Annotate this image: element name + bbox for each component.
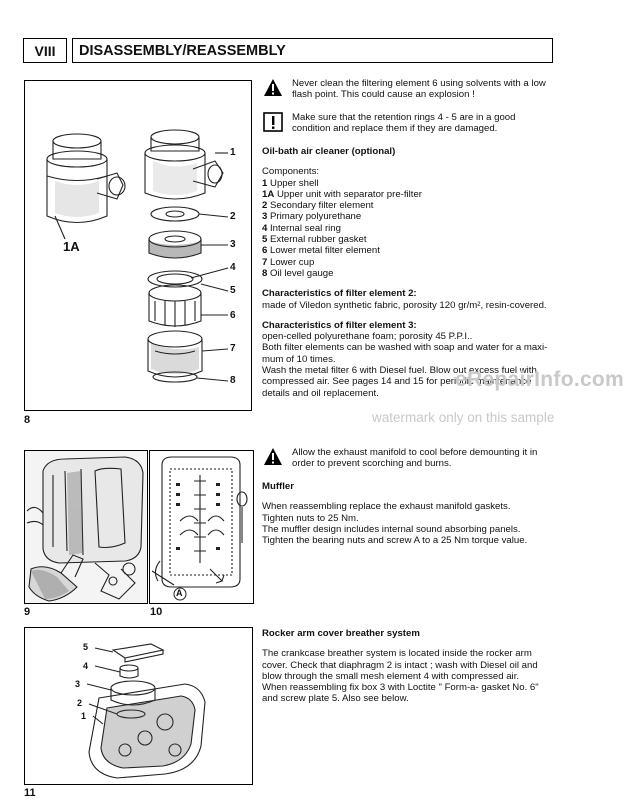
filter-3-line: open-celled polyurethane foam; porosity 45 P.P.I.. [262,331,473,343]
figure-8-air-cleaner [24,80,252,411]
figure-10-number: 10 [150,606,163,618]
figure-9-muffler-photo [24,450,148,604]
air-cleaner-section [262,146,558,399]
muffler-title: Muffler [262,481,294,492]
list-item: 5 External rubber gasket [262,234,367,246]
muffler-section [262,481,558,546]
list-item: 4 Internal seal ring [262,222,341,234]
filter-3-line: Both filter elements can be washed with soap and water for a maxi- [262,342,548,354]
part-label-5: 5 [83,642,89,652]
filter-3-line: details and oil replacement. [262,387,379,399]
muffler-line: Tighten nuts to 25 Nm. [262,512,359,524]
part-label-4: 4 [230,262,236,273]
breather-line: and screw plate 5. Also see below. [262,693,409,705]
list-item: 1 Upper shell [262,177,319,189]
warning-exhaust-manifold-text: Allow the exhaust manifold to cool before demounting it in order to prevent scorching and burns. [292,447,538,470]
filter-3-line: Wash the metal filter 6 with Diesel fuel. Blow out excess fuel with [262,365,537,377]
callout-a: A [176,588,183,598]
part-label-6: 6 [230,310,236,321]
air-cleaner-exploded-drawing [25,81,251,410]
breather-line: When reassembling fix box 3 with Loctite " Form-a- gasket No. 6" [262,682,539,694]
breather-system-drawing [25,628,252,784]
part-label-1: 1 [230,147,236,158]
muffler-line: When reassembling replace the exhaust manifold gaskets. [262,501,511,513]
warning-triangle-icon [263,447,283,470]
muffler-section-illustration [150,451,253,603]
figure-10-muffler-section [149,450,254,604]
part-label-4: 4 [83,661,89,671]
part-label-5: 5 [230,285,236,296]
warning-triangle-icon [263,78,283,101]
components-list [262,178,558,280]
figure-8-number: 8 [24,414,31,426]
warning-retention-rings-text: Make sure that the retention rings 4 - 5 are in a good condition and replace them if they are damaged. [292,112,516,135]
warning-retention-rings [263,112,555,135]
breather-line: The crankcase breather system is located inside the rocker arm [262,648,532,660]
figure-9-number: 9 [24,606,31,618]
section-number: VIII [23,38,67,63]
filter-3-line: compressed air. See pages 14 and 15 for periodic maintenance [262,376,532,388]
muffler-line: Tighten the bearing nuts and screw A to a 25 Nm torque value. [262,535,528,547]
list-item: 2 Secondary filter element [262,200,374,212]
muffler-line: The muffler design includes internal sound absorbing panels. [262,523,521,535]
part-label-2: 2 [230,211,236,222]
watermark-logo: eRepairInfo.com [455,368,624,391]
breather-title: Rocker arm cover breather system [262,628,420,639]
list-item: 7 Lower cup [262,256,315,268]
list-item: 3 Primary polyurethane [262,211,362,223]
part-label-1a: 1A [63,239,80,254]
part-label-8: 8 [230,375,236,386]
part-label-7: 7 [230,343,236,354]
list-item: 8 Oil level gauge [262,267,334,279]
watermark-notice: watermark only on this sample [372,410,555,425]
figure-11-number: 11 [24,787,36,799]
list-item: 6 Lower metal filter element [262,245,380,257]
filter-3-line: mum of 10 times. [262,353,336,365]
figure-11-breather [24,627,253,785]
filter-3-characteristics-title: Characteristics of filter element 3: [262,319,417,331]
exclamation-box-icon [263,112,283,135]
part-label-3: 3 [75,679,81,689]
breather-line: cover. Check that diaphragm 2 is intact ; wash with Diesel oil and [262,659,538,671]
section-title: DISASSEMBLY/REASSEMBLY [72,38,553,63]
breather-line: blow through the small mesh element 4 with compressed air. [262,670,520,682]
components-label: Components: [262,166,320,178]
warning-flash-point [263,78,555,101]
breather-section [262,628,558,705]
part-label-3: 3 [230,239,236,250]
part-label-1: 1 [81,711,87,721]
warning-flash-point-text: Never clean the filtering element 6 using solvents with a low flash point. This could cause an explosion ! [292,78,546,101]
filter-2-characteristics-text: made of Viledon synthetic fabric, porosity 120 gr/m², resin-covered. [262,299,547,311]
filter-2-characteristics-title: Characteristics of filter element 2: [262,288,417,300]
warning-exhaust-manifold [263,447,555,470]
part-label-2: 2 [77,698,83,708]
muffler-removal-illustration [25,451,147,603]
air-cleaner-title: Oil-bath air cleaner (optional) [262,146,396,157]
list-item: 1A Upper unit with separator pre-filter [262,188,422,200]
